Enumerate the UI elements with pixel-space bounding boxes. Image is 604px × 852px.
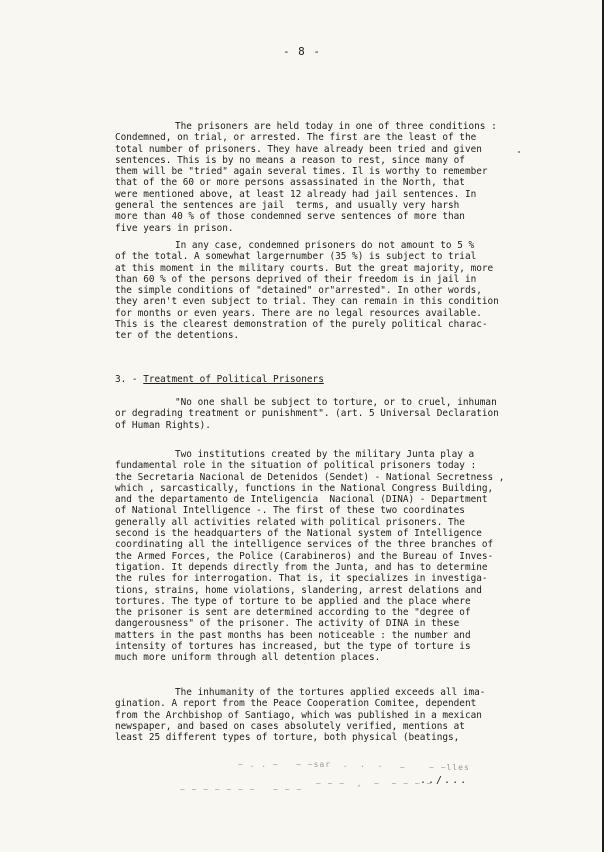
text-line: much more uniform through all detention places. [115, 652, 381, 664]
text-line: the rules for interrogation. That is, it specializes in investiga- [115, 573, 488, 585]
text-line: ter of the detentions. [115, 330, 240, 342]
text-line: "No one shall be subject to torture, or to cruel, inhuman [175, 397, 497, 408]
section-number: 3. - [115, 374, 144, 385]
text-line: least 25 different types of torture, both physical (beatings, [115, 732, 460, 744]
text-line: tions, strains, home violations, slandering, arrest delations and [115, 584, 482, 596]
text-line: gination. A report from the Peace Cooperation Comitee, dependent [115, 698, 477, 710]
text-line: the Secretaria Nacional de Detenidos (Sendet) - National Secretness , [115, 471, 505, 483]
quote-paragraph [115, 397, 527, 431]
text-line: the Armed Forces, the Police (Carabineros) and the Bureau of Inves- [115, 550, 494, 562]
continuation-mark: ../... [420, 775, 469, 786]
text-line: fundamental role in the situation of political prisoners today : [115, 460, 477, 472]
text-line: them will be "tried" again several times. Il is worthy to remember [115, 166, 488, 178]
faint-mark: ~ ~ ~ ~ ~ ~ ~ ~ ~ ~ [180, 785, 303, 794]
text-line: five years in prison. [115, 222, 234, 234]
text-line: they aren't even subject to trial. They can remain in this condition [115, 296, 499, 308]
text-line: which , sarcastically, functions in the National Congress Building, [115, 482, 494, 494]
text-line: and the departamento de Inteligencia Nacional (DINA) - Department [115, 494, 488, 506]
paragraph-5 [115, 687, 527, 743]
text-line: more than 40 % of those condemned serve sentences of more than [115, 211, 465, 223]
text-line: newspaper, and based on cases absolutely verified, mentions at [115, 720, 465, 732]
text-line: or degrading treatment or punishment". (art. 5 Universal Declaration [115, 408, 499, 420]
text-line: from the Archbishop of Santiago, which was published in a mexican [115, 709, 482, 721]
text-line: general the sentences are jail terms, and usually very harsh [115, 200, 460, 212]
text-line: generally all activities related with political prisoners. The [115, 516, 465, 528]
text-line: tigation. It depends directly from the Junta, and has to determine [115, 561, 488, 573]
section-heading [115, 374, 527, 385]
text-line: at this moment in the military courts. But the great majority, more [115, 262, 494, 274]
faint-mark: ~ . . ~ ~ ~sar . . . [238, 760, 384, 769]
page-number: - 8 - [282, 45, 322, 58]
text-line: the prisoner is sent are determined according to the "degree of [115, 607, 471, 619]
text-line: matters in the past months has been noticeable : the number and [115, 629, 471, 641]
text-line: of Human Rights). [115, 419, 211, 431]
text-line: The inhumanity of the tortures applied exceeds all ima- [175, 687, 486, 698]
text-line: the simple conditions of "detained" or"arrested". In other words, [115, 285, 482, 297]
paragraph-4 [115, 449, 527, 664]
faint-mark: ~ ~ ~lles [400, 763, 470, 772]
text-line: In any case, condemned prisoners do not amount to 5 % [175, 240, 475, 251]
text-line: total number of prisoners. They have already been tried and given [115, 143, 482, 155]
text-line: sentences. This is by no means a reason to rest, since many of [115, 154, 465, 166]
text-line: Two institutions created by the military Junta play a [175, 449, 475, 460]
text-line: were mentioned above, at least 12 already had jail sentences. In [115, 188, 477, 200]
text-line: coordinating all the intelligence services of the three branches of [115, 539, 494, 551]
text-line: This is the clearest demonstration of the purely political charac- [115, 319, 488, 331]
section-title: Treatment of Political Prisoners [143, 374, 324, 385]
text-line: of the total. A somewhat largernumber (35 %) is subject to trial [115, 251, 477, 263]
text-line: second is the headquarters of the National system of Intelligence [115, 528, 482, 540]
text-line: dangerousness" of the prisoner. The activity of DINA in these [115, 618, 460, 630]
text-line: for months or even years. There are no legal resources available. [115, 307, 482, 319]
faint-mark: ~ ~ ~ , ~ ~ ~ ~ ~ [316, 779, 433, 788]
text-line: Condemned, on trial, or arrested. The first are the least of the [115, 132, 477, 144]
paragraph-1 [115, 121, 527, 234]
paragraph-2 [115, 240, 527, 342]
text-line: tortures. The type of torture to be applied and the place where [115, 595, 471, 607]
text-line: intensity of tortures has increased, but the type of torture is [115, 641, 471, 653]
text-line: that of the 60 or more persons assassinated in the North, that [115, 177, 465, 189]
text-line: than 60 % of the persons deprived of their freedom is in jail in [115, 273, 477, 285]
text-line: The prisoners are held today in one of three conditions : [175, 121, 497, 132]
text-line: of National Intelligence -. The first of these two coordinates [115, 505, 465, 517]
